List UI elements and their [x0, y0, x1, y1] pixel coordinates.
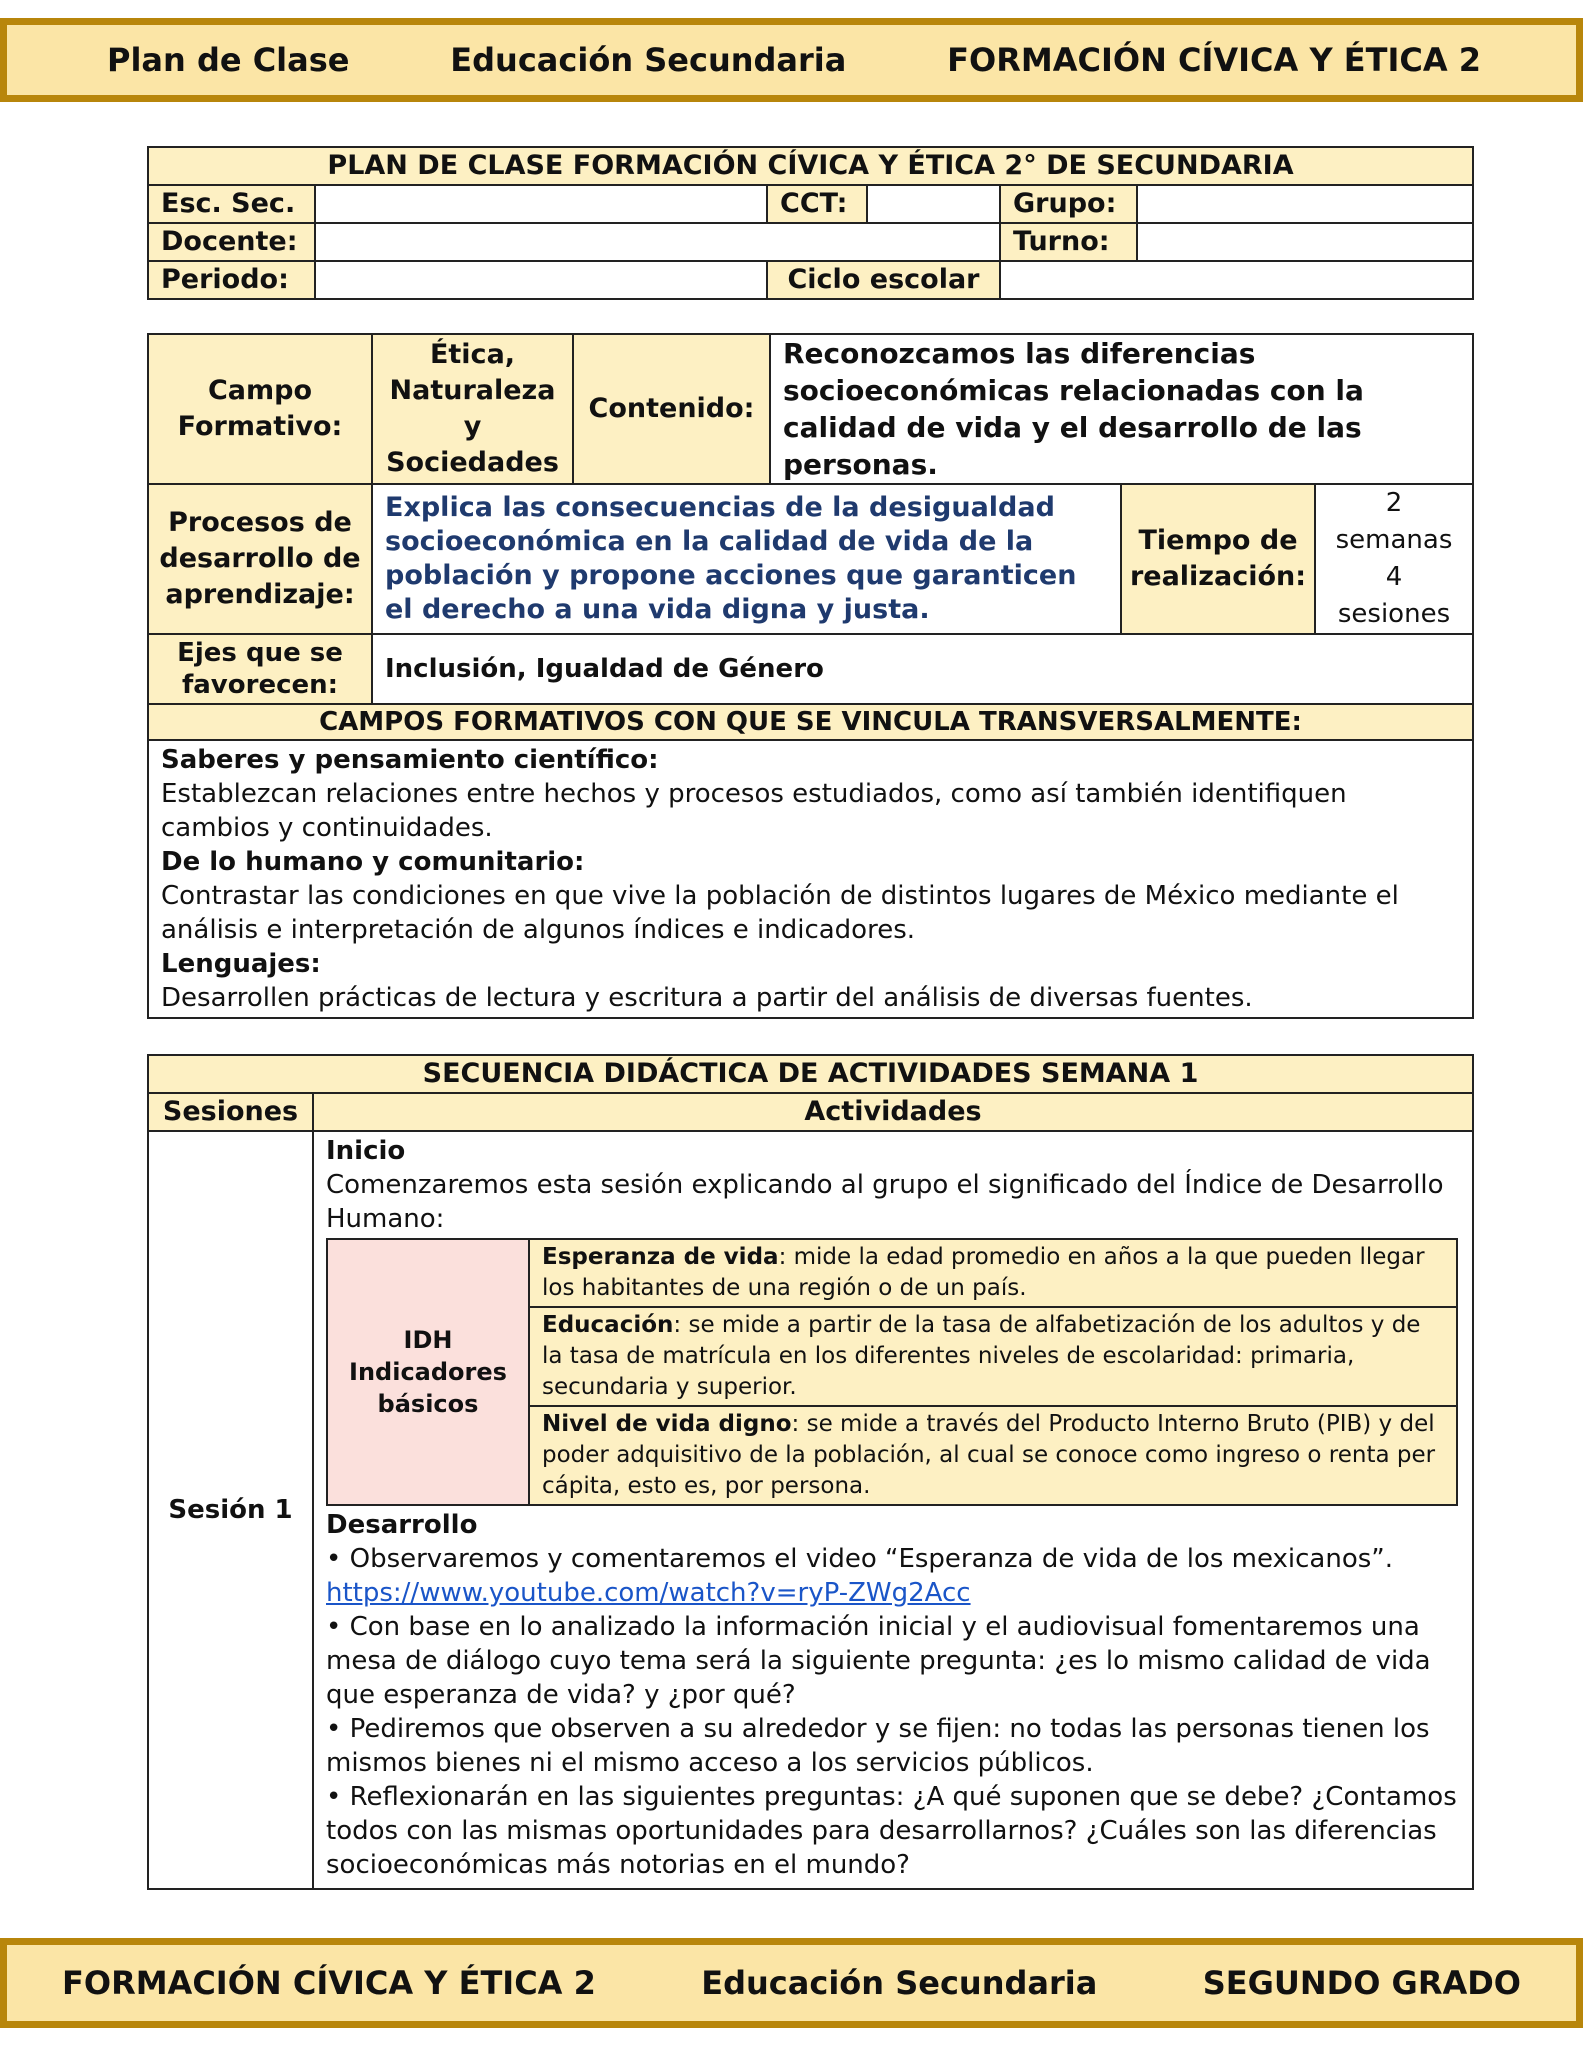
info-title: PLAN DE CLASE FORMACIÓN CÍVICA Y ÉTICA 2° DE SECUNDARIA [148, 147, 1473, 185]
lenguajes-title: Lenguajes: [161, 949, 321, 979]
lenguajes-text: Desarrollen prácticas de lectura y escritura a partir del análisis de diversas fuentes. [161, 983, 1253, 1013]
session-label: Sesión 1 [148, 1131, 313, 1889]
indicator-row [529, 1406, 1457, 1505]
campo-label: Campo Formativo: [148, 334, 372, 484]
ciclo-field[interactable] [1000, 261, 1473, 299]
tiempo-value-4: sesiones [1337, 599, 1451, 629]
turno-label: Turno: [1000, 223, 1137, 261]
footer-left: FORMACIÓN CÍVICA Y ÉTICA 2 [62, 1964, 596, 2002]
info-table [147, 146, 1474, 300]
sequence-title: SECUENCIA DIDÁCTICA DE ACTIVIDADES SEMANA 1 [148, 1055, 1473, 1093]
header-right: FORMACIÓN CÍVICA Y ÉTICA 2 [947, 41, 1481, 79]
idh-label-3: básicos [377, 1390, 479, 1418]
tiempo-value-3: 4 [1385, 562, 1403, 592]
idh-label-2: Indicadores [349, 1358, 507, 1386]
col-actividades: Actividades [313, 1093, 1473, 1131]
contenido-label: Contenido: [573, 334, 770, 484]
plan-table [147, 333, 1474, 1019]
saberes-title: Saberes y pensamiento científico: [161, 745, 659, 775]
tiempo-value-1: 2 [1385, 488, 1403, 518]
ejes-label: Ejes que se favorecen: [148, 634, 372, 704]
docente-field[interactable] [315, 223, 1000, 261]
periodo-field[interactable] [315, 261, 767, 299]
idh-label-1: IDH [403, 1326, 453, 1354]
ciclo-label: Ciclo escolar [767, 261, 1000, 299]
bullet-4: • Reflexionarán en las siguientes preguntas: ¿A qué suponen que se debe? ¿Contamos todos con las mismas oportunidades para desarrollarnos? ¿Cuáles son las diferencias socioeconómicas más notorias en el mundo? [326, 1782, 1457, 1880]
header-left: Plan de Clase [107, 41, 350, 79]
footer-right: SEGUNDO GRADO [1202, 1964, 1521, 2002]
session-activities [313, 1131, 1473, 1889]
tiempo-label: Tiempo de realización: [1121, 484, 1315, 634]
idh-table [326, 1238, 1458, 1506]
indicator-text: : mide la edad promedio en años a la que pueden llegar los habitantes de una región o de un país. [542, 1244, 1425, 1301]
esc-label: Esc. Sec. [148, 185, 315, 223]
campos-body [148, 740, 1473, 1018]
turno-field[interactable] [1137, 223, 1473, 261]
periodo-label: Periodo: [148, 261, 315, 299]
desarrollo-title: Desarrollo [326, 1510, 478, 1540]
col-sesiones: Sesiones [148, 1093, 313, 1131]
campos-header: CAMPOS FORMATIVOS CON QUE SE VINCULA TRANSVERSALMENTE: [148, 704, 1473, 740]
header-banner [0, 18, 1583, 102]
procesos-value: Explica las consecuencias de la desigualdad socioeconómica en la calidad de vida de la población y propone acciones que garanticen el derecho a una vida digna y justa. [372, 484, 1121, 634]
indicator-text: : se mide a partir de la tasa de alfabetización de los adultos y de la tasa de matrícula en los diferentes niveles de escolaridad: primaria, secundaria y superior. [542, 1312, 1421, 1400]
humano-text: Contrastar las condiciones en que vive la población de distintos lugares de México mediante el análisis e interpretación de algunos índices e indicadores. [161, 881, 1399, 945]
footer-center: Educación Secundaria [701, 1964, 1098, 2002]
indicator-row [529, 1307, 1457, 1406]
indicator-term: Nivel de vida digno [542, 1411, 792, 1437]
indicator-term: Esperanza de vida [542, 1244, 779, 1270]
indicator-term: Educación [542, 1312, 674, 1338]
indicator-row [529, 1239, 1457, 1307]
contenido-value: Reconozcamos las diferencias socioeconómicas relacionadas con la calidad de vida y el desarrollo de las personas. [770, 334, 1473, 484]
saberes-text: Establezcan relaciones entre hechos y procesos estudiados, como así también identifiquen cambios y continuidades. [161, 779, 1347, 843]
grupo-label: Grupo: [1000, 185, 1137, 223]
indicator-text: : se mide a través del Producto Interno Bruto (PIB) y del poder adquisitivo de la población, al cual se conoce como ingreso o renta per cápita, esto es, por persona. [542, 1411, 1436, 1499]
video-link[interactable]: https://www.youtube.com/watch?v=ryP-ZWg2Acc [326, 1578, 971, 1608]
docente-label: Docente: [148, 223, 315, 261]
grupo-field[interactable] [1137, 185, 1473, 223]
tiempo-value-2: semanas [1335, 525, 1453, 555]
sequence-table [147, 1054, 1474, 1890]
footer-banner [0, 1938, 1583, 2028]
humano-title: De lo humano y comunitario: [161, 847, 585, 877]
inicio-title: Inicio [326, 1136, 406, 1166]
esc-field[interactable] [315, 185, 767, 223]
cct-field[interactable] [867, 185, 1000, 223]
inicio-text: Comenzaremos esta sesión explicando al grupo el significado del Índice de Desarrollo Humano: [326, 1170, 1444, 1234]
bullet-2: • Con base en lo analizado la información inicial y el audiovisual fomentaremos una mesa de diálogo cuyo tema será la siguiente pregunta: ¿es lo mismo calidad de vida que esperanza de vida? y ¿por qué? [326, 1612, 1431, 1710]
tiempo-value [1315, 484, 1473, 634]
campo-value: Ética, Naturaleza y Sociedades [372, 334, 573, 484]
idh-label [327, 1239, 529, 1505]
bullet-1: • Observaremos y comentaremos el video “Esperanza de vida de los mexicanos”. [326, 1544, 1394, 1574]
procesos-label: Procesos de desarrollo de aprendizaje: [148, 484, 372, 634]
bullet-3: • Pediremos que observen a su alrededor y se fijen: no todas las personas tienen los mismos bienes ni el mismo acceso a los servicios públicos. [326, 1714, 1430, 1778]
ejes-value: Inclusión, Igualdad de Género [372, 634, 1473, 704]
cct-label: CCT: [767, 185, 867, 223]
header-center: Educación Secundaria [450, 41, 847, 79]
